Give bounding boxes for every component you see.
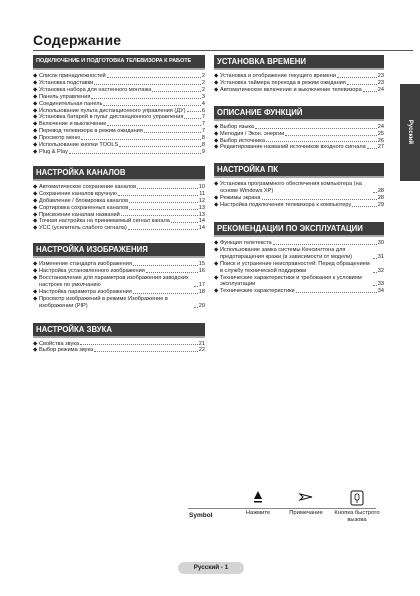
dot-leader xyxy=(107,77,201,78)
toc-entry-title: Установка батарей в пульт дистанционного управления xyxy=(39,114,184,121)
dot-leader xyxy=(255,128,377,129)
section-heading: ПОДКЛЮЧЕНИЕ И ПОДГОТОВКА ТЕЛЕВИЗОРА К РАБОТЕ xyxy=(33,55,205,70)
bullet-icon: ◆ xyxy=(214,137,219,144)
toc-entry-title: Использование замка системы Кенсингтона для предотвращения кражи (в зависимости от модели) xyxy=(220,246,353,260)
toc-entry-title: Сохранение каналов вручную xyxy=(39,190,117,197)
toc-entry xyxy=(214,80,384,87)
dot-leader xyxy=(363,91,377,92)
dot-leader xyxy=(373,285,377,286)
toc-item-list xyxy=(214,73,384,94)
bullet-icon: ◆ xyxy=(214,86,219,93)
bullet-icon: ◆ xyxy=(33,340,38,347)
dot-leader xyxy=(152,91,200,92)
language-tab-label: Русский xyxy=(407,119,413,145)
toc-entry-title: Установка подставки xyxy=(39,79,94,86)
dot-leader xyxy=(81,139,201,140)
legend-label-press: Нажмите xyxy=(245,510,271,516)
toc-item-list xyxy=(33,184,205,232)
bullet-icon: ◆ xyxy=(33,211,38,218)
toc-entry-page: 34 xyxy=(377,288,384,295)
bullet-icon: ◆ xyxy=(33,183,38,190)
toc-entry-title: Сортировка сохраненных каналов xyxy=(39,204,129,211)
toc-entry-page: 11 xyxy=(199,190,205,197)
toc-entry xyxy=(33,347,205,354)
bullet-icon: ◆ xyxy=(214,195,219,202)
toc-entry-page: 7 xyxy=(201,128,205,135)
toc-entry-title: Восстановление для параметров изображения заводских настроек по умолчанию xyxy=(39,275,189,288)
bullet-icon: ◆ xyxy=(33,268,38,275)
toc-entry-title: Автоматическое включение и выключение телевизора xyxy=(220,86,362,93)
dot-leader xyxy=(187,111,201,112)
toc-section xyxy=(214,55,384,94)
title-rule xyxy=(33,50,413,51)
bullet-icon: ◆ xyxy=(214,274,219,281)
toc-entry xyxy=(33,149,205,156)
toc-entry xyxy=(214,261,384,275)
toc-section xyxy=(33,55,205,156)
toc-entry xyxy=(33,114,205,121)
toc-entry-page: 3 xyxy=(201,93,205,100)
bullet-icon: ◆ xyxy=(33,128,38,135)
bullet-icon: ◆ xyxy=(33,142,38,149)
toc-entry-title: Plug & Play xyxy=(39,148,68,155)
toc-entry-title: Использование пульта дистанционного управления (ДУ) xyxy=(39,107,186,114)
toc-item-list xyxy=(214,181,384,209)
toc-entry-page: 20 xyxy=(198,302,205,309)
toc-section xyxy=(33,323,205,355)
toc-entry-page: 2 xyxy=(201,73,205,79)
toc-entry-page: 24 xyxy=(377,123,384,130)
toc-entry xyxy=(33,191,205,198)
dot-leader xyxy=(285,135,376,136)
page-title: Содержание xyxy=(33,32,122,48)
one-touch-button-icon xyxy=(350,490,364,506)
dot-leader xyxy=(121,215,198,216)
symbol-legend xyxy=(0,488,420,548)
dot-leader xyxy=(91,98,200,99)
legend-item-one-touch xyxy=(332,490,382,524)
toc-entry-title: Использование кнопки TOOLS xyxy=(39,142,119,149)
toc-entry xyxy=(33,218,205,225)
toc-entry-page: 23 xyxy=(377,73,384,79)
toc-entry xyxy=(214,240,384,247)
bullet-icon: ◆ xyxy=(33,86,38,93)
toc-section xyxy=(214,163,384,209)
toc-entry-page: 32 xyxy=(377,267,384,274)
bullet-icon: ◆ xyxy=(214,181,219,188)
toc-entry-title: Выбор источника xyxy=(220,137,265,144)
toc-entry-page: 14 xyxy=(198,225,205,232)
toc-entry xyxy=(214,202,384,209)
bullet-icon: ◆ xyxy=(33,135,38,142)
toc-entry xyxy=(33,289,205,296)
dot-leader xyxy=(133,265,198,266)
toc-entry xyxy=(33,296,205,310)
toc-entry-page: 25 xyxy=(377,130,384,137)
toc-entry-page: 4 xyxy=(201,100,205,107)
toc-entry-page: 16 xyxy=(198,268,205,275)
symbol-label: Symbol xyxy=(189,512,213,519)
toc-entry-page: 27 xyxy=(377,144,384,151)
page-footer: Русский - 1 xyxy=(178,562,244,574)
bullet-icon: ◆ xyxy=(214,288,219,295)
toc-section xyxy=(33,243,205,309)
toc-entry xyxy=(214,288,384,295)
toc-entry xyxy=(33,184,205,191)
bullet-icon: ◆ xyxy=(33,73,38,79)
toc-entry-title: Выбор режима звука xyxy=(39,347,94,354)
toc-entry xyxy=(33,198,205,205)
bullet-icon: ◆ xyxy=(33,107,38,114)
toc-entry-page: 13 xyxy=(198,204,205,211)
toc-entry-title: Перевод телевизора в режим ожидания xyxy=(39,128,143,135)
section-heading: НАСТРОЙКА ИЗОБРАЖЕНИЯ xyxy=(33,243,205,258)
toc-section xyxy=(214,106,384,152)
toc-entry-title: Редактирование названий источников входного сигнала xyxy=(220,144,366,151)
bullet-icon: ◆ xyxy=(33,100,38,107)
toc-entry-page: 21 xyxy=(198,340,205,347)
bullet-icon: ◆ xyxy=(214,130,219,137)
bullet-icon: ◆ xyxy=(33,79,38,86)
press-icon xyxy=(252,490,264,504)
bullet-icon: ◆ xyxy=(214,239,219,246)
toc-left-column xyxy=(33,55,205,354)
toc-entry-page: 31 xyxy=(377,253,384,260)
dot-leader xyxy=(146,272,198,273)
toc-entry-page: 2 xyxy=(201,79,205,86)
toc-entry-title: Просмотр меню xyxy=(39,135,81,142)
bullet-icon: ◆ xyxy=(33,148,38,155)
section-heading: РЕКОМЕНДАЦИИ ПО ЭКСПЛУАТАЦИИ xyxy=(214,222,384,237)
dot-leader xyxy=(262,199,377,200)
toc-entry xyxy=(33,128,205,135)
toc-entry-page: 23 xyxy=(377,79,384,86)
dot-leader xyxy=(94,351,198,352)
bullet-icon: ◆ xyxy=(214,73,219,79)
toc-entry-page: 17 xyxy=(198,281,205,288)
legend-item-note xyxy=(286,490,326,516)
toc-entry xyxy=(214,275,384,289)
dot-leader xyxy=(171,222,198,223)
toc-entry-title: Настройка параметра изображения xyxy=(39,288,132,295)
bullet-icon: ◆ xyxy=(33,295,38,302)
toc-entry-title: Функция телетекста xyxy=(220,239,272,246)
bullet-icon: ◆ xyxy=(214,79,219,86)
toc-section xyxy=(214,222,384,295)
toc-entry xyxy=(33,268,205,275)
toc-entry xyxy=(33,225,205,232)
bullet-icon: ◆ xyxy=(214,260,219,267)
toc-entry-title: Технические характеристики xyxy=(220,288,295,295)
bullet-icon: ◆ xyxy=(214,123,219,130)
legend-label-note: Примечание xyxy=(289,510,323,516)
toc-entry-page: 26 xyxy=(377,137,384,144)
toc-entry-page: 7 xyxy=(201,121,205,128)
toc-entry xyxy=(214,87,384,94)
section-heading: НАСТРОЙКА ЗВУКА xyxy=(33,323,205,338)
toc-entry-title: Автоматическое сохранение каналов xyxy=(39,183,137,190)
toc-entry-page: 24 xyxy=(377,86,384,93)
bullet-icon: ◆ xyxy=(33,347,38,354)
toc-entry-page: 8 xyxy=(201,135,205,142)
bullet-icon: ◆ xyxy=(33,93,38,100)
note-arrow-icon xyxy=(298,490,314,504)
toc-right-column xyxy=(214,55,384,295)
toc-entry xyxy=(33,205,205,212)
bullet-icon: ◆ xyxy=(33,204,38,211)
toc-entry xyxy=(33,80,205,87)
toc-item-list xyxy=(214,124,384,152)
toc-entry-title: Настройка подключения телевизора к компьютеру xyxy=(220,202,352,209)
toc-entry-title: Технические характеристики и требования к условиям эксплуатации xyxy=(220,274,362,288)
toc-entry-page: 10 xyxy=(198,183,205,190)
toc-entry-title: Включение и выключение xyxy=(39,121,107,128)
bullet-icon: ◆ xyxy=(33,288,38,295)
toc-entry-page: 9 xyxy=(201,148,205,155)
section-heading: НАСТРОЙКА КАНАЛОВ xyxy=(33,166,205,181)
toc-entry-title: Свойства звука xyxy=(39,340,80,347)
toc-entry-title: Установка набора для настенного монтажа xyxy=(39,86,152,93)
bullet-icon: ◆ xyxy=(214,202,219,209)
toc-entry-title: УСС (усилитель слабого сигнала) xyxy=(39,225,127,232)
dot-leader xyxy=(103,105,200,106)
toc-entry-page: 7 xyxy=(201,114,205,121)
toc-entry-page: 12 xyxy=(198,197,205,204)
toc-entry xyxy=(214,73,384,80)
dot-leader xyxy=(107,125,201,126)
dot-leader xyxy=(194,307,198,308)
toc-entry xyxy=(33,142,205,149)
toc-entry-title: Установка программного обеспечения компьютера (на основе Windows XP) xyxy=(220,181,362,195)
toc-entry-page: 28 xyxy=(377,195,384,202)
dot-leader xyxy=(296,292,377,293)
bullet-icon: ◆ xyxy=(33,190,38,197)
toc-entry-title: Изменение стандарта изображения xyxy=(39,261,132,268)
toc-entry-page: 6 xyxy=(201,107,205,114)
bullet-icon: ◆ xyxy=(33,275,38,282)
toc-entry-title: Панель управления xyxy=(39,93,91,100)
legend-item-press xyxy=(240,490,276,516)
toc-entry-title: Присвоение каналам названий xyxy=(39,211,120,218)
dot-leader xyxy=(119,146,201,147)
dot-leader xyxy=(69,153,201,154)
toc-entry-title: Установка и отображение текущего времени xyxy=(220,73,336,79)
toc-entry-title: Список принадлежностей xyxy=(39,73,106,79)
bullet-icon: ◆ xyxy=(214,246,219,253)
dot-leader xyxy=(133,293,198,294)
dot-leader xyxy=(80,344,198,345)
bullet-icon: ◆ xyxy=(33,225,38,232)
toc-entry-page: 33 xyxy=(377,281,384,288)
toc-entry-title: Установка таймера перехода в режим ожидания xyxy=(220,79,346,86)
toc-entry-title: Настройка установленного изображения xyxy=(39,268,145,275)
toc-item-list xyxy=(33,73,205,156)
bullet-icon: ◆ xyxy=(214,144,219,151)
dot-leader xyxy=(94,84,201,85)
toc-entry-page: 13 xyxy=(198,211,205,218)
dot-leader xyxy=(129,209,198,210)
toc-entry-title: Мелодия / Экон. энергии xyxy=(220,130,285,137)
toc-entry-page: 15 xyxy=(198,261,205,268)
toc-entry-page: 30 xyxy=(377,239,384,246)
legend-label-one-touch: Кнопка быстрого вызова xyxy=(334,510,380,523)
toc-entry xyxy=(214,124,384,131)
toc-item-list xyxy=(214,240,384,295)
toc-entry xyxy=(33,101,205,108)
toc-item-list xyxy=(33,341,205,355)
language-tab xyxy=(400,84,420,181)
dot-leader xyxy=(373,192,377,193)
toc-entry xyxy=(33,341,205,348)
toc-entry-title: Просмотр изображений в режиме Изображение в изображении (PIP) xyxy=(39,295,168,309)
toc-entry xyxy=(214,131,384,138)
toc-entry-title: Выбор языка xyxy=(220,123,255,130)
dot-leader xyxy=(347,84,377,85)
toc-entry-title: Соединительная панель xyxy=(39,100,103,107)
toc-entry xyxy=(214,247,384,261)
toc-entry-page: 2 xyxy=(201,86,205,93)
toc-entry xyxy=(33,94,205,101)
toc-entry xyxy=(33,275,205,289)
dot-leader xyxy=(128,229,198,230)
dot-leader xyxy=(129,202,198,203)
toc-entry-page: 8 xyxy=(201,142,205,149)
dot-leader xyxy=(118,195,198,196)
toc-entry xyxy=(214,144,384,151)
dot-leader xyxy=(352,206,377,207)
toc-entry xyxy=(33,73,205,80)
bullet-icon: ◆ xyxy=(33,121,38,128)
toc-entry-title: Добавление / блокировка каналов xyxy=(39,197,129,204)
dot-leader xyxy=(184,118,201,119)
dot-leader xyxy=(144,132,201,133)
dot-leader xyxy=(367,148,377,149)
bullet-icon: ◆ xyxy=(33,114,38,121)
bullet-icon: ◆ xyxy=(33,197,38,204)
dot-leader xyxy=(266,141,377,142)
dot-leader xyxy=(373,272,377,273)
toc-entry-title: Точная настройка на принимаемый сигнал канала xyxy=(39,218,170,225)
bullet-icon: ◆ xyxy=(33,261,38,268)
dot-leader xyxy=(373,258,377,259)
bullet-icon: ◆ xyxy=(33,218,38,225)
toc-entry-page: 28 xyxy=(377,188,384,195)
section-heading: НАСТРОЙКА ПК xyxy=(214,163,384,178)
section-heading: ОПИСАНИЕ ФУНКЦИЙ xyxy=(214,106,384,121)
toc-entry-page: 22 xyxy=(198,347,205,354)
dot-leader xyxy=(273,244,377,245)
toc-entry xyxy=(33,135,205,142)
toc-entry xyxy=(214,181,384,195)
dot-leader xyxy=(137,188,198,189)
toc-entry-title: Поиск и устранение неисправностей: Перед обращением в службу технической поддержки xyxy=(220,260,370,274)
toc-entry-page: 18 xyxy=(198,288,205,295)
dot-leader xyxy=(337,77,377,78)
toc-entry-title: Режимы экрана xyxy=(220,195,261,202)
dot-leader xyxy=(194,286,198,287)
toc-section xyxy=(33,166,205,232)
toc-entry xyxy=(33,121,205,128)
toc-entry-page: 29 xyxy=(377,202,384,209)
toc-item-list xyxy=(33,261,205,309)
toc-entry-page: 14 xyxy=(198,218,205,225)
toc-entry xyxy=(33,87,205,94)
section-heading: УСТАНОВКА ВРЕМЕНИ xyxy=(214,55,384,70)
